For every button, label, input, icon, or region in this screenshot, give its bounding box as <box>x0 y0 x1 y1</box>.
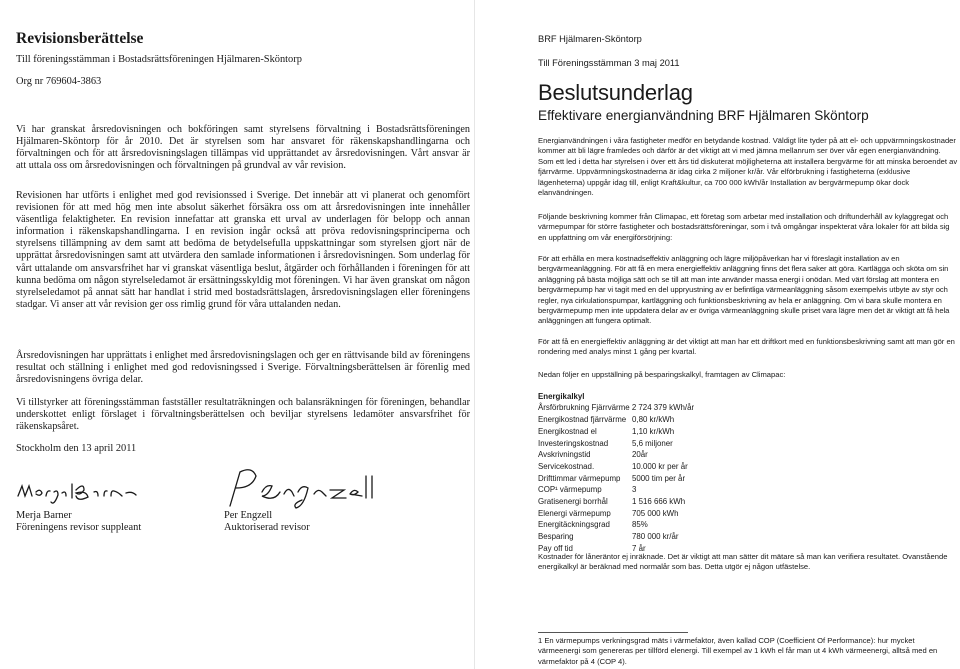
report-paragraph-opinion: Årsredovisningen har upprättats i enlighet med årsredovisningslagen och ger en rättvisande bild av föreningens resultat och ställning i enlighet med god redovisningssed i Sverige. Förvaltningsberättelsen är förenlig med årsredovisningens övriga delar. <box>16 350 470 386</box>
signature-merja-barner <box>14 462 214 514</box>
energy-row <box>538 531 694 543</box>
energy-row-value: 3 <box>632 485 637 495</box>
energy-row <box>538 473 694 485</box>
signature-per-engzell <box>222 462 422 514</box>
memo-paragraph-climapac: Följande beskrivning kommer från Climapac, ett företag som arbetar med installation och driftunderhåll av kylaggregat och värmepumpar för större fastigheter och bostadsrättsföreningar, som i två omgångar inspekterat våra lokaler för att bilda sig en uppfattning om vår energiförsörjning: <box>538 212 950 242</box>
signer2-role: Auktoriserad revisor <box>224 522 310 533</box>
handwritten-signature-2 <box>222 462 422 514</box>
energy-row-label: Servicekostnad. <box>538 461 595 471</box>
handwritten-signature-1 <box>14 462 214 514</box>
energy-row-value: 0,80 kr/kWh <box>632 415 675 425</box>
energy-annual-consumption: Årsförbrukning Fjärrvärme 2 724 379 kWh/år <box>538 403 695 413</box>
footnote-rule <box>538 632 688 633</box>
audit-report-page <box>0 0 470 669</box>
memo-paragraph-intro: Energianvändningen i våra fastigheter medför en betydande kostnad. Väldigt lite tyder på att el- och uppvärmningskostnader kommer att bli lägre framledes och därför är det viktigt att vi med jämna mellanrum ser över vår egen energianvändning. Som ett led i detta har styrelsen i över ett års tid diskuterat möjligheterna att installera bergvärme för att minska beroendet av fjärrvärme. Uppvärmningskostnaderna är idag cirka 2 miljoner kr/år. Vår elförbrukning i fastigheterna (exklusive lägenheterna) uppgår idag till, enligt Kraft&kultur, ca 700 000 kWh/år Installation av bergvärmepump ökar dock elanvändningen. <box>538 136 958 198</box>
energy-row-label: Energikostnad el <box>538 426 597 436</box>
energy-row-value: 7 år <box>632 543 646 553</box>
report-paragraph-recommendation: Vi tillstyrker att föreningsstämman fastställer resultaträkningen och balansräkningen för föreningen, behandlar underskottet enligt förslaget i förvaltningsberättelsen och beviljar styrelsens ledamöter ansvarsfrihet för räkenskapsåret. <box>16 397 470 433</box>
energy-row-label: Energitäckningsgrad <box>538 520 610 530</box>
energy-row-label: COP¹ värmepump <box>538 485 602 495</box>
page-divider <box>474 0 475 669</box>
energy-row-label: Gratisenergi borrhål <box>538 497 608 507</box>
energy-row <box>538 484 694 496</box>
energy-row-value: 1,10 kr/kWh <box>632 426 675 436</box>
energy-row <box>538 519 694 531</box>
energy-row-label: Avskrivningstid <box>538 450 591 460</box>
energy-row-value: 705 000 kWh <box>632 508 679 518</box>
report-paragraph-method: Revisionen har utförts i enlighet med god revisionssed i Sverige. Det innebär att vi planerat och genomfört revisionen för att med hög men inte absolut säkerhet försäkra oss om att årsredovisningen inte innehåller väsentliga felaktigheter. En revision innefattar att granska ett urval av underlagen för belopp och annan information i räkenskapshandlingarna. I en revision ingår också att pröva redovisningsprinciperna och styrelsens tillämpning av dem samt att bedöma de betydelsefulla uppskattningar som styrelsen gjort när de upprättat årsredovisningen samt att utvärdera den samlade informationen i årsredovisningen. Som underlag för vårt uttalande om ansvarsfrihet har vi granskat väsentliga beslut, åtgärder och förhållanden i föreningen för att kunna bedöma om någon styrelseledamot är ersättningsskyldig mot föreningen. Vi har även granskat om någon styrelseledamot på annat sätt har handlat i strid med bostadsrättslagen, årsredovisningslagen eller föreningens stadgar. Vi anser att vår revision ger oss rimlig grund för våra uttalanden nedan. <box>16 190 470 310</box>
memo-paragraph-proposal: För att erhålla en mera kostnadseffektiv anläggning och lägre miljöpåverkan har vi föreslagit installation av en bergvärmeanläggning. För att få en mera energieffektiv anläggning finns det flera saker att göra. Kartlägga och sköta om sin anläggning på bästa möjliga sätt och se till att man inte använder massa energi i onödan. Med värt förslag att montera en bergvärmepump har vi tagit med en del uppryustning av er befintliga värmeanläggning såsom exempelvis utbyte av styr och regler, nya cirkulationspumpar, kartläggning och funktionsbeskrivning av hela er anläggning. Om vi bara skulle montera en bergvärmepump men inte uppdatera delar av er övriga värmeanläggning skulle priset vara lägre men det är viktigt att få hela anläggningen att fungera optimalt. <box>538 254 950 326</box>
report-title: Revisionsberättelse <box>16 30 144 47</box>
signer1-name: Merja Barner <box>16 510 72 521</box>
energy-row <box>538 449 694 461</box>
energy-row-value: 85% <box>632 520 648 530</box>
energy-calculation-rows <box>538 414 694 554</box>
energy-row-value: 1 516 666 kWh <box>632 497 686 507</box>
memo-paragraph-operations: För att få en energieffektiv anläggning är det viktigt att man har ett driftkort med en funktionsbeskrivning samt att man gör en rondering med analys minst 1 gång per kvartal. <box>538 337 955 357</box>
memo-title: Beslutsunderlag <box>538 80 693 105</box>
energy-row-value: 5000 tim per år <box>632 473 686 483</box>
energy-row <box>538 496 694 508</box>
energy-row-value: 780 000 kr/år <box>632 532 679 542</box>
report-org-number: Org nr 769604-3863 <box>16 76 102 87</box>
energy-calculation-title: Energikalkyl <box>538 392 585 401</box>
report-recipient: Till föreningsstämman i Bostadsrättsföreningen Hjälmaren-Sköntorp <box>16 54 302 65</box>
energy-row-label: Besparing <box>538 532 574 542</box>
energy-row-value: 20år <box>632 450 648 460</box>
report-place-date: Stockholm den 13 april 2011 <box>16 443 137 454</box>
energy-row-value: 5,6 miljoner <box>632 438 673 448</box>
energy-row <box>538 508 694 520</box>
memo-org: BRF Hjälmaren-Sköntorp <box>538 34 642 44</box>
memo-paragraph-calc-intro: Nedan följer en uppställning på besparingskalkyl, framtagen av Climapac: <box>538 370 786 379</box>
decision-memo-page <box>478 0 960 669</box>
report-paragraph-scope: Vi har granskat årsredovisningen och bokföringen samt styrelsens förvaltning i Bostadsrättsföreningen Hjälmaren-Sköntorp för år 2010. Det är styrelsen som har ansvaret för räkenskapshandlingarna och förvaltningen och för att årsredovisningslagen tillämpas vid upprättandet av årsredovisningen. Vårt ansvar är att uttala oss om årsredovisningen och förvaltningen på grundval av vår revision. <box>16 124 470 172</box>
energy-row-label: Investeringskostnad <box>538 438 609 448</box>
energy-row-value: 10.000 kr per år <box>632 461 688 471</box>
energy-row <box>538 426 694 438</box>
memo-paragraph-disclaimer: Kostnader för låneräntor ej inräknade. Det är viktigt att man sätter dit mätare så man kan verifiera resultatet. Ovanstående energikalkyl är beräknad med normalår som bas. Detta utgör ej någon utfästelse. <box>538 552 948 572</box>
memo-subtitle: Effektivare energianvändning BRF Hjälmaren Sköntorp <box>538 108 869 123</box>
energy-row-label: Elenergi värmepump <box>538 508 611 518</box>
memo-recipient: Till Föreningsstämman 3 maj 2011 <box>538 58 680 68</box>
energy-row-label: Drifttimmar värmepump <box>538 473 621 483</box>
energy-row <box>538 438 694 450</box>
energy-row-label: Pay off tid <box>538 543 573 553</box>
energy-row <box>538 461 694 473</box>
signer1-role: Föreningens revisor suppleant <box>16 522 142 533</box>
footnote-cop: 1 En värmepumps verkningsgrad mäts i värmefaktor, även kallad COP (Coefficient Of Performance): hur mycket värmeenergi som genereras per tillförd elenergi. Till exempel av 1 kWh el får man ut 4 kWh värmeenergi, alltså med en värmefaktor på 4 (COP 4). <box>538 636 938 666</box>
energy-row-label: Energikostnad fjärrvärme <box>538 415 627 425</box>
energy-calculation <box>538 392 694 555</box>
signer2-name: Per Engzell <box>224 510 273 521</box>
energy-row <box>538 414 694 426</box>
